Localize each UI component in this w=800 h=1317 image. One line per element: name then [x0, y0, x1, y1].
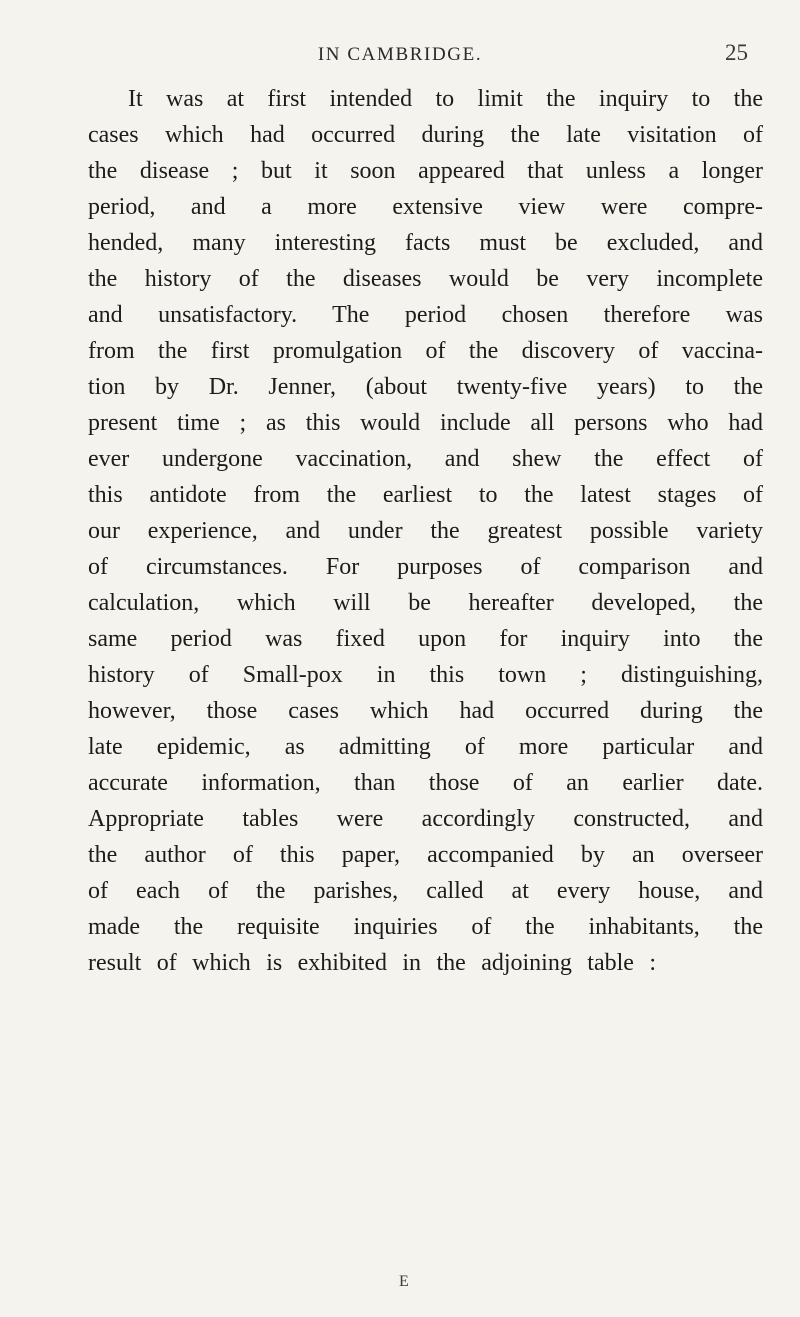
text-line: the disease ; but it soon appeared that unless a longer [88, 158, 763, 184]
text-line: our experience, and under the greatest possible variety [88, 518, 763, 544]
text-line: ever undergone vaccination, and shew the effect of [88, 446, 763, 472]
running-title: IN CAMBRIDGE. [317, 44, 483, 65]
text-line: this antidote from the earliest to the latest stages of [88, 482, 763, 508]
text-line: the author of this paper, accompanied by an overseer [88, 842, 763, 868]
text-line: It was at first intended to limit the inquiry to the [128, 86, 763, 112]
text-line: of each of the parishes, called at every house, and [88, 878, 763, 904]
page-number: 25 [725, 40, 748, 65]
text-line: cases which had occurred during the late visitation of [88, 122, 763, 148]
text-line: the history of the diseases would be very incomplete [88, 266, 763, 292]
text-line: of circumstances. For purposes of comparison and [88, 554, 763, 580]
text-line: hended, many interesting facts must be excluded, and [88, 230, 763, 256]
text-line: calculation, which will be hereafter developed, the [88, 590, 763, 616]
text-line: Appropriate tables were accordingly constructed, and [88, 806, 763, 832]
text-line: made the requisite inquiries of the inhabitants, the [88, 914, 763, 940]
text-line: same period was fixed upon for inquiry into the [88, 626, 763, 652]
text-line: result of which is exhibited in the adjoining table : [88, 950, 656, 976]
text-line: accurate information, than those of an earlier date. [88, 770, 763, 796]
text-line: tion by Dr. Jenner, (about twenty-five years) to the [88, 374, 763, 400]
text-line: however, those cases which had occurred during the [88, 698, 763, 724]
text-line: and unsatisfactory. The period chosen therefore was [88, 302, 763, 328]
signature-mark: E [399, 1273, 409, 1290]
text-line: period, and a more extensive view were compre- [88, 194, 763, 220]
text-line: present time ; as this would include all persons who had [88, 410, 763, 436]
running-head [0, 38, 800, 72]
text-line: from the first promulgation of the discovery of vaccina- [88, 338, 763, 364]
text-line: history of Small-pox in this town ; distinguishing, [88, 662, 763, 688]
text-line: late epidemic, as admitting of more particular and [88, 734, 763, 760]
